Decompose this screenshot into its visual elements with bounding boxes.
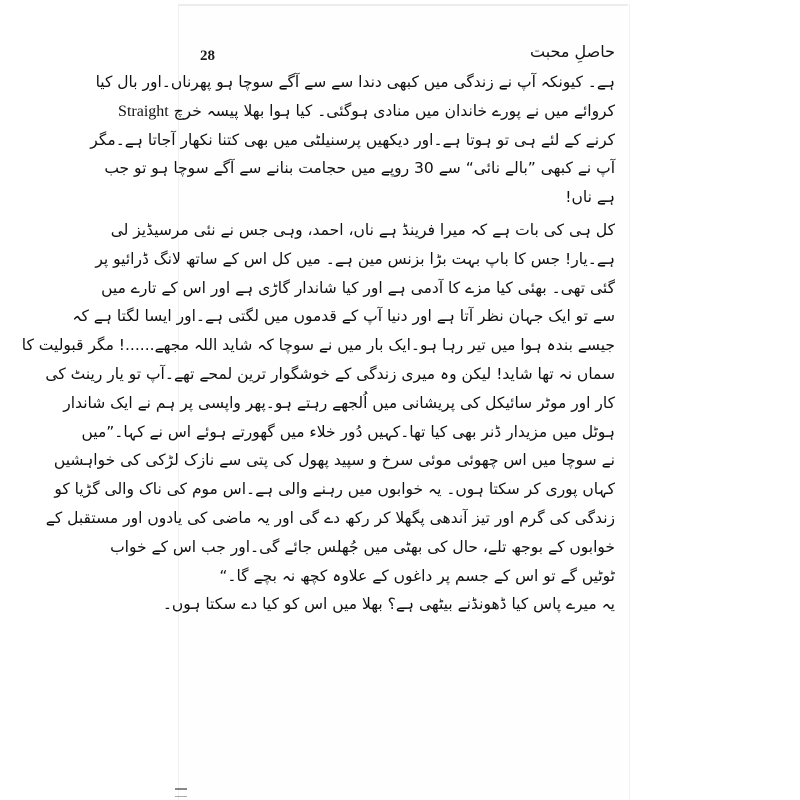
text-line: زندگی کی گرم اور تیز آندھی پگھلا کر رکھ دے گی اور یہ ماضی کی یادوں اور مستقبل کے [45,508,615,527]
text-line: کرنے کے لئے ہی تو ہوتا ہے۔اور دیکھیں پرسنیلٹی میں بھی کتنا نکھار آجاتا ہے۔مگر [90,130,615,149]
page-number: 28 [200,48,215,64]
page-top-edge [178,4,628,6]
text-line: سے تو ایک جہان نظر آتا ہے اور دنیا آپ کے قدموں میں لگتی ہے۔اور ایسا لگتا ہے کہ [72,307,615,326]
text-line: ہوٹل میں مزیدار ڈنر بھی کیا تھا۔کہیں دُور خلاء میں گھورتے ہوئے اس نے کہا۔”میں [81,422,615,441]
text-line: سماں نہ تھا شاید! لیکن وہ میری زندگی کے خوشگوار ترین لمحے تھے۔آپ تو یار رینٹ کی [45,364,615,383]
text-line: جیسے بندہ ہوا میں تیر رہا ہو۔ایک بار میں نے سوچا کہ شاید اللہ مجھے......! مگر قبولیت کا [21,336,615,355]
paragraph-1 [90,68,615,212]
text-line: ٹوٹیں گے تو اس کے جسم پر داغوں کے علاوہ کچھ نہ بچے گا۔“ [219,566,615,585]
body-text [21,68,615,619]
text-line: خوابوں کے بوجھ تلے، حال کی بھٹی میں جُھلس جائے گی۔اور جب اس کے خواب [110,537,615,556]
text-line: ہے۔ کیونکہ آپ نے زندگی میں کبھی دندا سے سے آگے سوچا ہو پھرناں۔اور بال کیا [95,73,615,91]
text-line: نے سوچا میں اس چھوئی موئی سرخ و سپید پھول کی پتی سے نازک لڑکی کی خواہشیں [53,451,615,470]
text-line: گئی تھی۔ بھئی کیا مزے کا آدمی ہے اور کیا شاندار گاڑی ہے اور اس کے تارے میں [101,278,615,297]
paragraph-2 [21,216,615,590]
text-line [118,97,615,126]
text-line: آپ نے کبھی ”بالے نائی“ سے 30 روپے میں حجامت بنانے سے آگے سوچا ہو تو جب [104,159,615,178]
text-line: کار اور موٹر سائیکل کی پریشانی میں اُلجھے رہتے ہو۔پھر واپسی پر ہم نے ایک شاندار [63,393,615,412]
text-line: ہے۔یار! جس کا باپ بہت بڑا بزنس مین ہے۔ میں کل اس کے ساتھ لانگ ڈرائیو پر [95,249,615,268]
scan-mark [175,788,187,797]
text-line: ہے ناں! [565,188,615,207]
text-line-segment: کروائے میں نے پورے خاندان میں منادی ہوگئی۔ کیا ہوا بھلا پیسہ خرچ [173,101,615,120]
latin-word: Straight [118,102,169,120]
text-line: کل ہی کی بات ہے کہ میرا فرینڈ ہے ناں، احمد، وہی جس نے نئی مرسیڈیز لی [110,220,615,239]
text-line: یہ میرے پاس کیا ڈھونڈنے بیٹھی ہے؟ بھلا میں اس کو کیا دے سکتا ہوں۔ [162,595,615,614]
running-title: حاصلِ محبت [530,42,615,61]
paragraph-3 [162,590,615,619]
text-line: کہاں پوری کر سکتا ہوں۔ یہ خوابوں میں رہنے والی ہے۔اس موم کی ناک والی گڑیا کو [54,480,615,499]
